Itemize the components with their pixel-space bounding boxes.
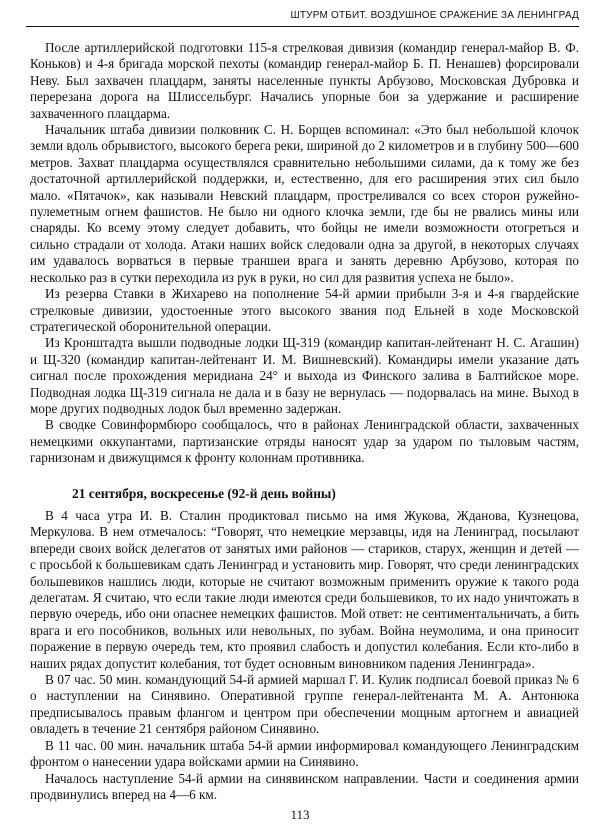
paragraph: В 4 часа утра И. В. Сталин продиктовал письмо на имя Жукова, Жданова, Кузнецова, Меркулова. В нем отмечалось: “Говорят, что немецкие мерзавцы, идя на Ленинград, посылают впереди своих войск делегатов от занятых ими районов — стариков, старух, женщин и детей — с просьбой к большевикам сдать Ленинград и установить мир. Говорят, что среди ленинградских большевиков нашлись люди, которые не считают возможным применить оружие к такого рода делегатам. Я считаю, что если такие люди имеются среди большевиков, то их надо уничтожать в первую очередь, ибо они опаснее немецких фашистов. Мой ответ: не сентиментальничать, а бить врага и его пособников, вольных или невольных, по зубам. Война неумолима, и она приносит поражение в первую очередь тем, кто проявил слабость и допустил колебания. Если кто-либо в наших рядах допустит колебания, тот будет основным виновником падения Ленинграда». [30, 508, 579, 671]
paragraph: В 07 час. 50 мин. командующий 54-й армией маршал Г. И. Кулик подписал боевой приказ № 6 о наступлении на Синявино. Оперативной группе генерал-лейтенанта М. А. Антонюка предписывалось правым флангом и центром при обеспечении мощным артогнем и авиацией овладеть в течение 21 сентября районом Синявино. [30, 672, 579, 737]
header-rule [26, 26, 579, 27]
paragraph: Из Кронштадта вышли подводные лодки Щ-319 (командир капитан-лейтенант Н. С. Агашин) и Щ-320 (командир капитан-лейтенант И. М. Вишневский). Командиры имели указание дать сигнал после прохождения меридиана 24° и выхода из Финского залива в Балтийское море. Подводная лодка Щ-319 сигнала не дала и в базу не вернулась — подорвалась на мине. Выход в море других подводных лодок был временно задержан. [30, 335, 579, 416]
paragraph: Началось наступление 54-й армии на синявинском направлении. Части и соединения армии продвинулись вперед на 4—6 км. [30, 770, 579, 802]
paragraph: В сводке Совинформбюро сообщалось, что в районах Ленинградской области, захваченных немецкими оккупантами, партизанские отряды наносят удар за ударом по тыловым частям, гарнизонам и движущимся к фронту колоннам противника. [30, 417, 579, 466]
upper-text-block [30, 40, 579, 467]
section-heading: 21 сентября, воскресенье (92-й день войны) [72, 486, 336, 501]
paragraph: Начальник штаба дивизии полковник С. Н. Борщев вспоминал: «Это был небольшой клочок земли вдоль обрывистого, высокого берега реки, шириной до 2 километров и в глубину 500—600 метров. Захват плацдарма осуществлялся сравнительно небольшими силами, да к тому же без достаточной артиллерийской поддержки, и, естественно, для его расширения этих сил было мало. «Пятачок», как называли Невский плацдарм, простреливался со всех сторон ружейно-пулеметным огнем фашистов. Не было ни одного клочка земли, где бы не рвались мины или снаряды. Ко всему этому следует добавить, что бойцы не имели возможности отогреться и сильно страдали от холода. Атаки наших войск следовали одна за другой, в некоторых случаях им удавалось ворваться в первые траншеи врага и занять деревню Арбузово, которая по несколько раз в сутки переходила из рук в руки, но сил для развития успеха не было». [30, 122, 579, 285]
running-head: ШТУРМ ОТБИТ. ВОЗДУШНОЕ СРАЖЕНИЕ ЗА ЛЕНИНГРАД [290, 10, 579, 21]
lower-text-block [30, 508, 579, 803]
paragraph: Из резерва Ставки в Жихарево на пополнение 54-й армии прибыли 3-я и 4-я гвардейские стрелковые дивизии, удостоенные этого высокого звания под Ельней в ходе Московской стратегической оборонительной операции. [30, 286, 579, 334]
paragraph: В 11 час. 00 мин. начальник штаба 54-й армии информировал командующего Ленинградским фронтом о нанесении удара войсками армии на Синявино. [30, 737, 579, 770]
paragraph: После артиллерийской подготовки 115-я стрелковая дивизия (командир генерал-майор В. Ф. Коньков) и 4-я бригада морской пехоты (командир генерал-майор Б. П. Ненашев) форсировали Неву. Был захвачен плацдарм, заняты населенные пункты Арбузово, Московская Дубровка и перерезана дорога на Шлиссельбург. Начались упорные бои за удержание и расширение захваченного плацдарма. [30, 40, 579, 121]
page-number: 113 [290, 807, 310, 822]
